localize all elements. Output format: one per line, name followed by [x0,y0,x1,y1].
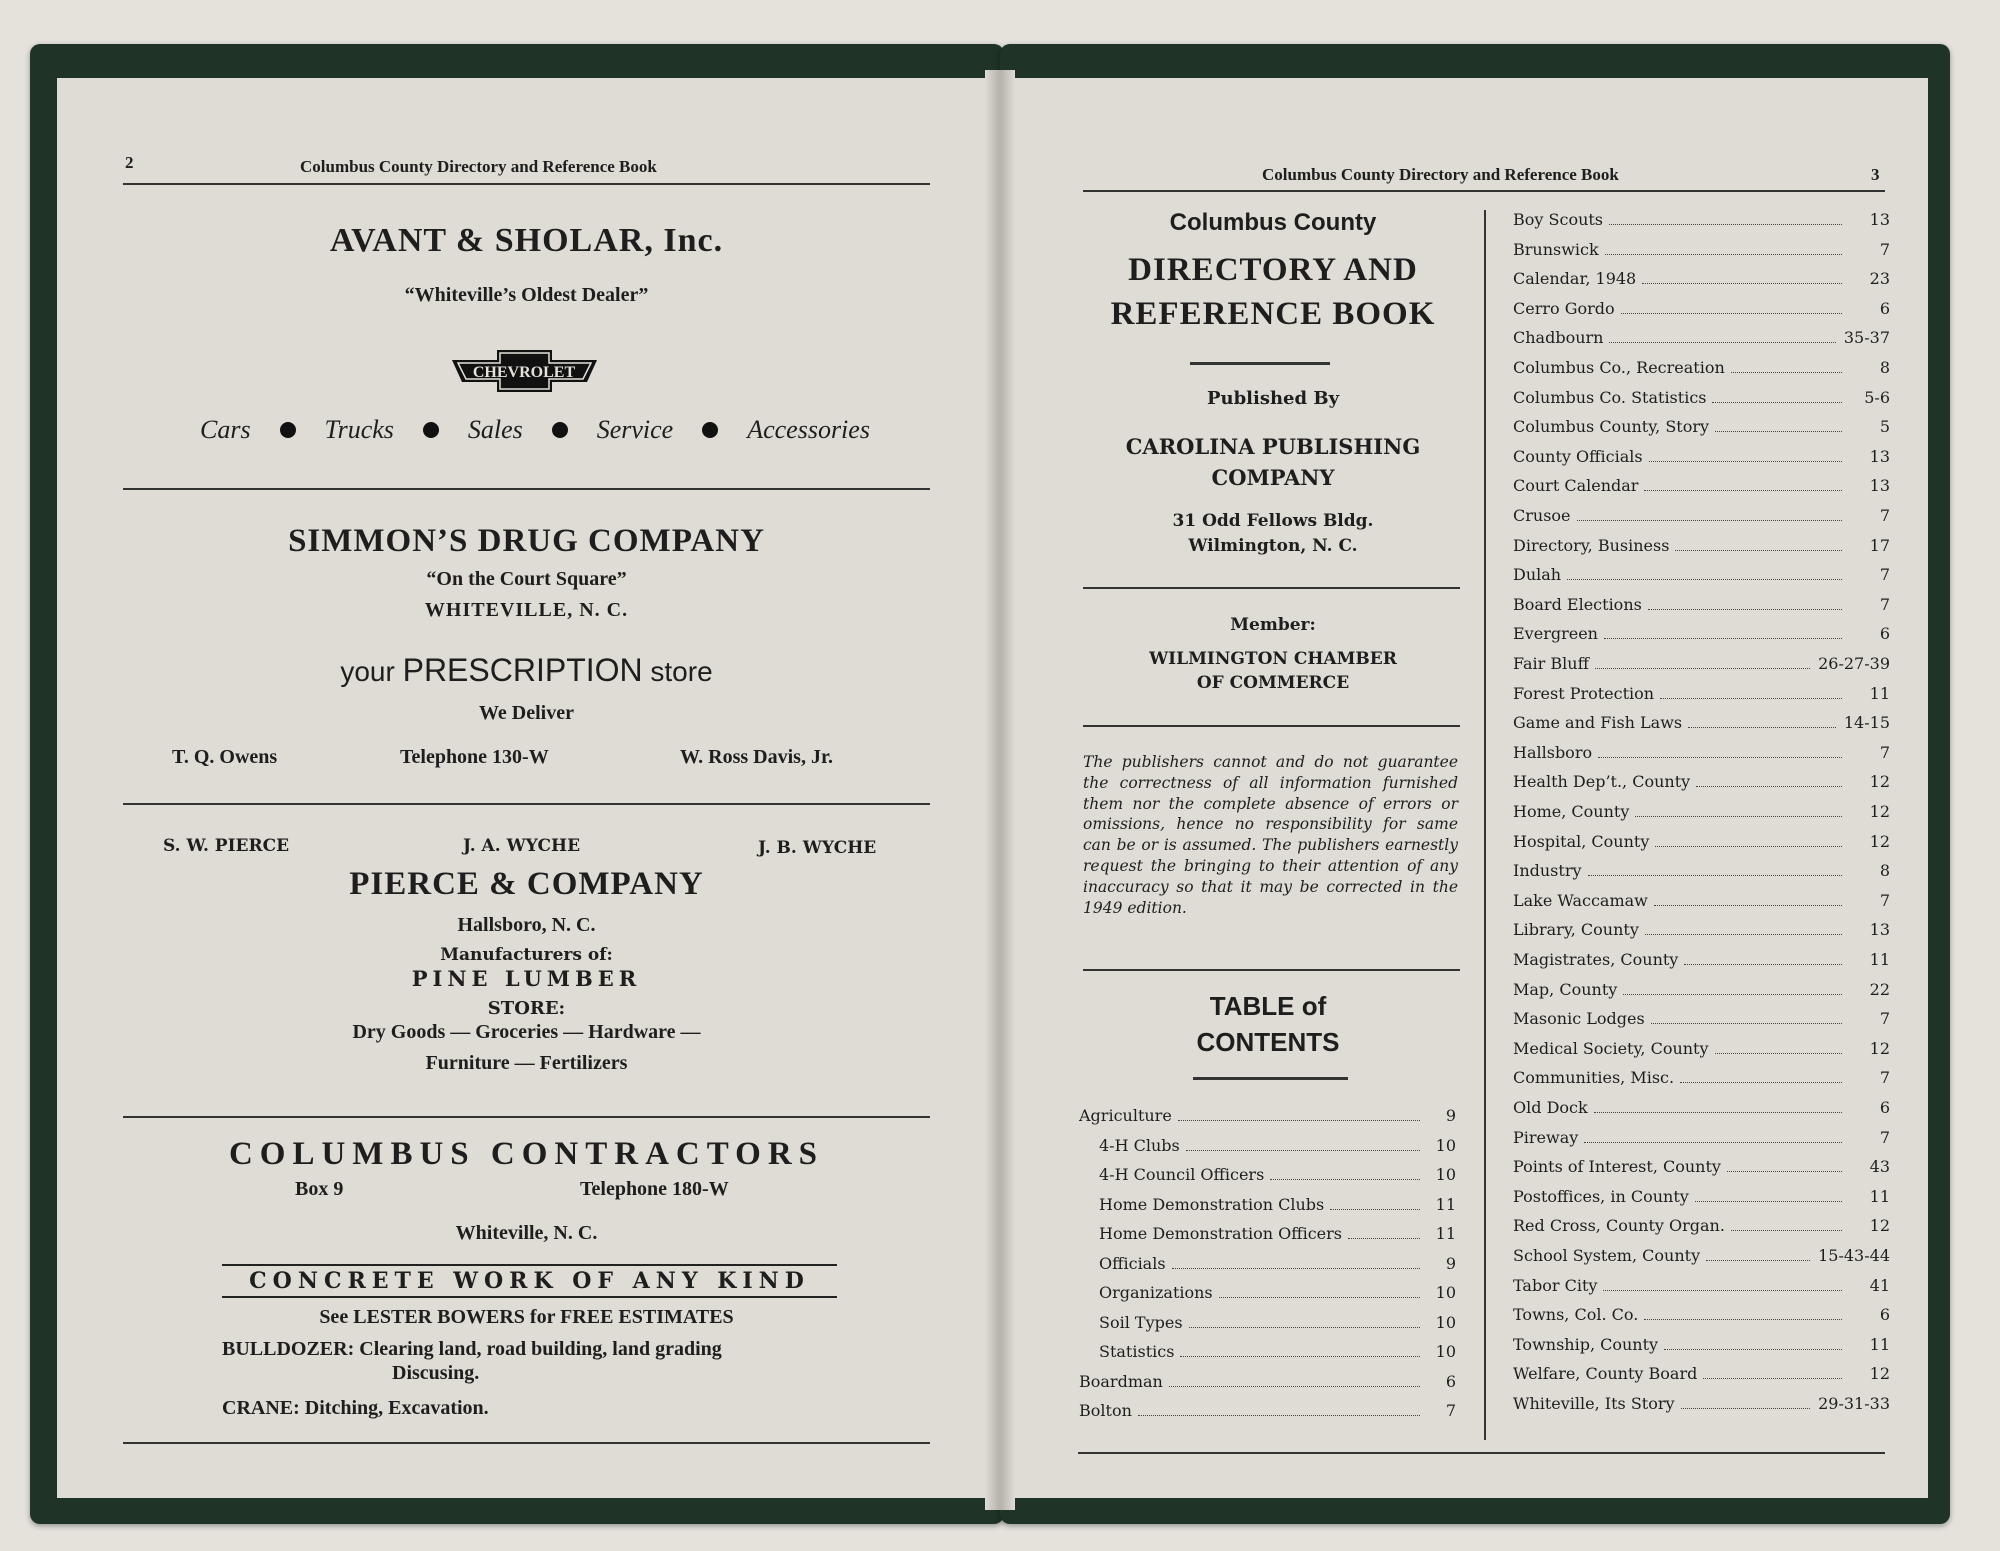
toc-entry-label: Library, County [1513,920,1639,940]
toc-entry [1099,1254,1456,1273]
toc-leader-dots [1186,1150,1420,1151]
toc-leader-dots [1270,1179,1420,1180]
simmons-deliver: We Deliver [479,702,574,724]
toc-entry [1513,358,1890,377]
toc-entry-page: 11 [1435,1224,1456,1243]
contractors-bulldozer [222,1338,722,1361]
toc-entry [1513,772,1890,791]
toc-leader-dots [1330,1209,1420,1210]
contractors-city: Whiteville, N. C. [455,1222,598,1244]
toc-leader-dots [1715,431,1842,432]
toc-entry-label: Court Calendar [1513,476,1639,496]
toc-entry-label: Evergreen [1513,624,1598,644]
toc-entry [1513,240,1890,259]
simmons-slogan [123,652,930,689]
offering-trucks: Trucks [324,415,394,444]
toc-entry-page: 7 [1879,742,1890,762]
toc-entry-page: 6 [1879,1305,1890,1325]
offering-cars: Cars [200,415,251,444]
bulldozer-text-2: Discusing. [392,1362,480,1384]
bulldozer-label: BULLDOZER: [222,1338,355,1360]
disclaimer-text: The publishers cannot and do not guarantee the correctness of all information furnished them nor the complete absence of errors or omissions, hence no responsibility for same can be or is assumed. The publishers earnestly request the bringing to their attention of any inaccuracy so that it may be corrected in the 1949 edition. [1083,753,1458,917]
toc-entry [1513,1098,1890,1117]
toc-entry-label: County Officials [1513,446,1643,466]
toc-entry-page: 7 [1879,890,1890,910]
toc-entry-page: 7 [1879,506,1890,525]
simmons-person-left: T. Q. Owens [172,746,278,768]
toc-entry-page: 10 [1435,1283,1456,1302]
toc-leader-dots [1706,1260,1810,1261]
toc-entry [1513,1335,1890,1354]
toc-entry-page: 10 [1435,1342,1456,1361]
toc-entry-label: Statistics [1099,1342,1175,1361]
toc-leader-dots [1681,1408,1811,1409]
pierce-goods-2: Furniture — Fertilizers [425,1052,628,1074]
toc-entry-label: Calendar, 1948 [1513,269,1637,289]
toc-entry [1513,328,1890,347]
toc-leader-dots [1588,875,1843,876]
toc-entry [1513,832,1890,851]
toc-entry-label: Columbus Co. Statistics [1513,387,1707,407]
simmons-name: SIMMON’S DRUG COMPANY [288,523,765,559]
toc-entry-label: Agriculture [1079,1106,1172,1125]
pierce-store: STORE: [487,998,566,1019]
toc-entry-label: School System, County [1513,1246,1701,1265]
toc-leader-dots [1675,550,1842,551]
pierce-partner-1: S. W. PIERCE [163,836,290,856]
toc-entry-page: 13 [1869,446,1890,466]
section-rule [1083,725,1460,727]
toc-entry-page: 13 [1869,210,1890,229]
toc-entry [1513,476,1890,495]
slogan-your: your [340,656,395,687]
toc-entry [1099,1313,1456,1332]
slogan-store: store [650,656,713,687]
simmons-telephone: Telephone 130-W [400,746,549,768]
toc-entry-page: 26-27-39 [1818,654,1890,673]
toc-entry-label: Industry [1513,861,1582,881]
toc-entry [1513,713,1890,732]
book-gutter [985,70,1015,1510]
toc-entry [1513,1246,1890,1265]
toc-leader-dots [1645,934,1842,935]
toc-leader-dots [1684,964,1842,965]
toc-entry-page: 6 [1445,1371,1456,1391]
toc-entry [1513,861,1890,880]
toc-entry-page: 10 [1435,1312,1456,1332]
simmons-person-right: W. Ross Davis, Jr. [680,746,833,768]
toc-entry-label: Organizations [1099,1283,1213,1302]
toc-entry [1513,210,1890,229]
toc-leader-dots [1605,254,1842,255]
pierce-name: PIERCE & COMPANY [349,866,704,902]
right-page-number: 3 [1871,165,1880,184]
toc-leader-dots [1642,283,1842,284]
toc-entry-page: 7 [1879,1127,1890,1147]
ad-divider [123,488,930,490]
footer-rule [123,1442,930,1444]
offering-accessories: Accessories [747,415,870,444]
toc-entry [1513,1305,1890,1324]
toc-entry-label: Home Demonstration Clubs [1099,1194,1325,1214]
toc-entry [1079,1372,1456,1391]
toc-entry-label: Old Dock [1513,1098,1588,1117]
toc-leader-dots [1169,1386,1420,1387]
toc-entry-page: 10 [1435,1135,1456,1155]
toc-entry [1513,1157,1890,1176]
toc-entry-label: Township, County [1513,1334,1659,1354]
toc-entry-page: 5 [1879,417,1890,437]
toc-leader-dots [1695,1201,1842,1202]
toc-entry-page: 13 [1869,476,1890,496]
toc-entry-page: 9 [1445,1253,1456,1273]
toc-leader-dots [1680,1082,1842,1083]
toc-leader-dots [1664,1349,1842,1350]
toc-leader-dots [1727,1171,1842,1172]
toc-entry-page: 23 [1869,269,1890,289]
toc-leader-dots [1348,1238,1420,1239]
toc-entry-page: 17 [1869,535,1890,555]
pierce-partner-2: J. A. WYCHE [463,836,581,856]
toc-entry-label: Crusoe [1513,506,1571,525]
toc-entry-label: Lake Waccamaw [1513,890,1648,910]
toc-entry-label: Brunswick [1513,239,1599,259]
toc-leader-dots [1712,402,1842,403]
toc-leader-dots [1584,1142,1842,1143]
title-county: Columbus County [1169,209,1377,236]
toc-entry [1513,1068,1890,1087]
toc-entry [1513,1394,1890,1413]
toc-entry-page: 12 [1869,831,1890,851]
toc-entry-page: 11 [1869,683,1890,703]
toc-title-1: TABLE of [1209,991,1327,1021]
toc-title-rule [1193,1077,1348,1080]
avant-offerings [200,415,870,445]
toc-entry [1099,1224,1456,1243]
crane-text: Ditching, Excavation. [304,1397,489,1419]
toc-entry-label: Forest Protection [1513,683,1655,703]
toc-leader-dots [1649,461,1842,462]
toc-entry [1513,1364,1890,1383]
toc-entry-page: 6 [1879,298,1890,318]
toc-entry-page: 41 [1869,1275,1890,1295]
toc-entry [1513,1276,1890,1295]
toc-leader-dots [1644,1319,1842,1320]
toc-entry-label: Tabor City [1513,1275,1598,1295]
toc-leader-dots [1219,1297,1420,1298]
toc-entry-page: 12 [1869,1364,1890,1384]
title-rule [1190,362,1330,365]
toc-entry-label: Points of Interest, County [1513,1157,1721,1177]
toc-entry-page: 7 [1879,239,1890,259]
contractors-banner: CONCRETE WORK OF ANY KIND [222,1264,837,1298]
toc-title-2: CONTENTS [1196,1027,1340,1057]
toc-entry-page: 29-31-33 [1818,1394,1890,1413]
toc-entry-page: 22 [1869,979,1890,999]
toc-entry [1513,1187,1890,1206]
toc-leader-dots [1594,1112,1842,1113]
toc-entry-page: 43 [1869,1157,1890,1177]
toc-entry-page: 14-15 [1843,713,1890,733]
toc-leader-dots [1654,905,1842,906]
toc-entry-label: Red Cross, County Organ. [1513,1216,1725,1236]
toc-entry [1513,565,1890,584]
toc-entry [1513,536,1890,555]
offering-service: Service [596,415,674,444]
toc-entry-label: 4-H Clubs [1099,1135,1180,1155]
toc-entry-label: Board Elections [1513,594,1642,614]
toc-entry-page: 5-6 [1864,387,1890,407]
contractors-telephone: Telephone 180-W [580,1178,729,1200]
section-rule [1083,587,1460,589]
toc-entry-page: 11 [1435,1194,1456,1214]
avant-sholar-tagline: “Whiteville’s Oldest Dealer” [404,284,649,306]
toc-entry [1099,1195,1456,1214]
toc-entry-label: Towns, Col. Co. [1513,1305,1639,1325]
toc-entry-label: Game and Fish Laws [1513,713,1683,733]
toc-entry-label: Welfare, County Board [1513,1364,1698,1384]
toc-entry [1099,1342,1456,1361]
toc-leader-dots [1688,727,1836,728]
contractors-crane [222,1397,489,1420]
toc-leader-dots [1635,816,1842,817]
toc-entry [1513,950,1890,969]
simmons-tagline: “On the Court Square” [426,568,627,590]
publisher-address-1: 31 Odd Fellows Bldg. [1172,511,1374,531]
toc-entry [1099,1136,1456,1155]
toc-leader-dots [1567,579,1842,580]
toc-leader-dots [1696,786,1842,787]
toc-entry-page: 7 [1879,565,1890,585]
toc-entry-label: Whiteville, Its Story [1513,1394,1675,1413]
toc-entry-label: Home Demonstration Officers [1099,1224,1343,1243]
toc-entry-label: Dulah [1513,565,1562,585]
member-org-2: OF COMMERCE [1196,673,1350,693]
contractors-name: COLUMBUS CONTRACTORS [228,1136,825,1172]
toc-entry-page: 8 [1879,861,1890,881]
toc-entry-page: 7 [1879,1009,1890,1029]
toc-entry-page: 12 [1869,1216,1890,1236]
left-running-head: Columbus County Directory and Reference Book [300,157,657,176]
toc-leader-dots [1655,846,1842,847]
toc-entry-label: Masonic Lodges [1513,1009,1645,1029]
toc-entry-page: 35-37 [1843,328,1890,348]
toc-entry [1513,299,1890,318]
toc-leader-dots [1180,1356,1420,1357]
toc-leader-dots [1731,1230,1842,1231]
toc-entry [1513,743,1890,762]
toc-leader-dots [1189,1327,1420,1328]
toc-entry-label: Fair Bluff [1513,654,1589,673]
toc-leader-dots [1651,1023,1842,1024]
toc-entry [1513,269,1890,288]
toc-entry [1513,388,1890,407]
toc-entry-label: Chadbourn [1513,328,1604,348]
chevrolet-logo-text: CHEVROLET [472,364,576,381]
toc-entry-label: Pireway [1513,1127,1579,1147]
title-line-2: REFERENCE BOOK [1110,296,1436,332]
toc-entry-page: 12 [1869,802,1890,821]
bulldozer-text: Clearing land, road building, land grading [359,1338,722,1360]
crane-label: CRANE: [222,1397,300,1419]
toc-entry-label: Boardman [1079,1371,1163,1391]
simmons-city: WHITEVILLE, N. C. [424,599,629,621]
toc-leader-dots [1644,490,1842,491]
toc-entry-label: Columbus County, Story [1513,417,1710,437]
toc-entry-page: 11 [1869,1334,1890,1354]
toc-leader-dots [1595,668,1810,669]
toc-entry-label: Postoffices, in County [1513,1186,1689,1206]
publisher-line-1: CAROLINA PUBLISHING [1125,434,1421,459]
ad-divider [123,803,930,805]
toc-leader-dots [1703,1378,1842,1379]
bullet-dot-icon [552,422,568,438]
toc-entry-label: Cerro Gordo [1513,298,1615,318]
toc-entry-page: 8 [1879,358,1890,377]
toc-entry [1513,595,1890,614]
toc-leader-dots [1715,1053,1842,1054]
toc-entry-page: 13 [1869,920,1890,940]
pierce-manufacturers: Manufacturers of: [440,945,613,965]
toc-entry-label: Boy Scouts [1513,210,1604,229]
toc-entry-page: 12 [1869,772,1890,792]
toc-entry-label: Health Dep’t., County [1513,772,1691,792]
toc-entry-page: 11 [1869,950,1890,969]
avant-sholar-name: AVANT & SHOLAR, Inc. [329,222,724,259]
toc-entry [1513,654,1890,673]
pierce-product: PINE LUMBER [411,966,642,991]
toc-leader-dots [1138,1415,1420,1416]
toc-entry-page: 15-43-44 [1818,1246,1890,1265]
left-page-number: 2 [125,153,134,172]
chevrolet-logo-icon [452,350,597,392]
bullet-dot-icon [702,422,718,438]
pierce-city: Hallsboro, N. C. [457,914,596,936]
toc-entry-label: Communities, Misc. [1513,1068,1675,1088]
bullet-dot-icon [280,422,296,438]
toc-entry-label: 4-H Council Officers [1099,1165,1265,1184]
right-running-head: Columbus County Directory and Reference Book [1262,165,1619,184]
toc-leader-dots [1621,313,1842,314]
footer-rule [1078,1452,1885,1454]
toc-entry [1513,1216,1890,1235]
published-by: Published By [1206,388,1340,409]
title-line-1: DIRECTORY AND [1128,252,1418,288]
offering-sales: Sales [467,415,523,444]
section-rule [1083,969,1460,971]
toc-leader-dots [1648,609,1842,610]
pierce-goods-1: Dry Goods — Groceries — Hardware — [352,1021,701,1043]
slogan-prescription: PRESCRIPTION [402,652,643,688]
toc-leader-dots [1609,342,1835,343]
toc-entry [1513,684,1890,703]
toc-leader-dots [1731,372,1842,373]
publisher-line-2: COMPANY [1211,465,1335,490]
toc-entry [1099,1165,1456,1184]
toc-entry-label: Columbus Co., Recreation [1513,358,1725,377]
toc-entry-page: 6 [1879,624,1890,644]
toc-entry [1513,447,1890,466]
member-org-1: WILMINGTON CHAMBER [1149,649,1397,669]
toc-entry [1513,1009,1890,1028]
header-rule [1083,190,1885,192]
toc-entry [1099,1283,1456,1302]
toc-entry-page: 10 [1435,1165,1456,1184]
toc-entry-label: Hospital, County [1513,831,1650,851]
toc-leader-dots [1598,757,1842,758]
toc-entry-label: Medical Society, County [1513,1038,1709,1058]
toc-leader-dots [1172,1268,1420,1269]
toc-entry [1513,1039,1890,1058]
toc-leader-dots [1609,224,1842,225]
toc-entry-label: Map, County [1513,979,1618,999]
contractors-box: Box 9 [295,1178,344,1200]
toc-entry [1513,1128,1890,1147]
toc-entry [1513,802,1890,821]
member-label: Member: [1230,615,1316,635]
toc-entry-label: Officials [1099,1253,1166,1273]
toc-entry-page: 11 [1869,1186,1890,1206]
toc-entry-label: Bolton [1079,1401,1132,1420]
toc-entry-label: Home, County [1513,802,1630,821]
toc-entry-page: 12 [1869,1038,1890,1058]
toc-leader-dots [1577,520,1842,521]
toc-entry-page: 9 [1445,1106,1456,1125]
toc-entry [1513,920,1890,939]
toc-entry-page: 7 [1879,1068,1890,1088]
toc-leader-dots [1603,1290,1842,1291]
toc-entry-page: 7 [1445,1401,1456,1420]
toc-leader-dots [1660,698,1842,699]
toc-entry [1513,506,1890,525]
ad-divider [123,1116,930,1118]
toc-entry [1079,1401,1456,1420]
toc-entry [1079,1106,1456,1125]
toc-entry-label: Hallsboro [1513,742,1593,762]
toc-leader-dots [1178,1120,1420,1121]
toc-leader-dots [1623,994,1842,995]
toc-entry-label: Directory, Business [1513,535,1670,555]
toc-entry [1513,891,1890,910]
header-rule [123,183,930,185]
toc-entry-page: 7 [1879,594,1890,614]
toc-leader-dots [1604,638,1842,639]
bullet-dot-icon [423,422,439,438]
toc-entry-label: Magistrates, County [1513,950,1679,969]
toc-entry-label: Soil Types [1099,1312,1183,1332]
toc-entry [1513,417,1890,436]
publisher-address-2: Wilmington, N. C. [1188,536,1358,556]
toc-entry [1513,624,1890,643]
toc-entry [1513,980,1890,999]
column-divider [1484,210,1486,1440]
contractors-estimates: See LESTER BOWERS for FREE ESTIMATES [319,1306,734,1328]
pierce-partner-3: J. B. WYCHE [758,838,877,858]
toc-entry-page: 6 [1879,1098,1890,1117]
